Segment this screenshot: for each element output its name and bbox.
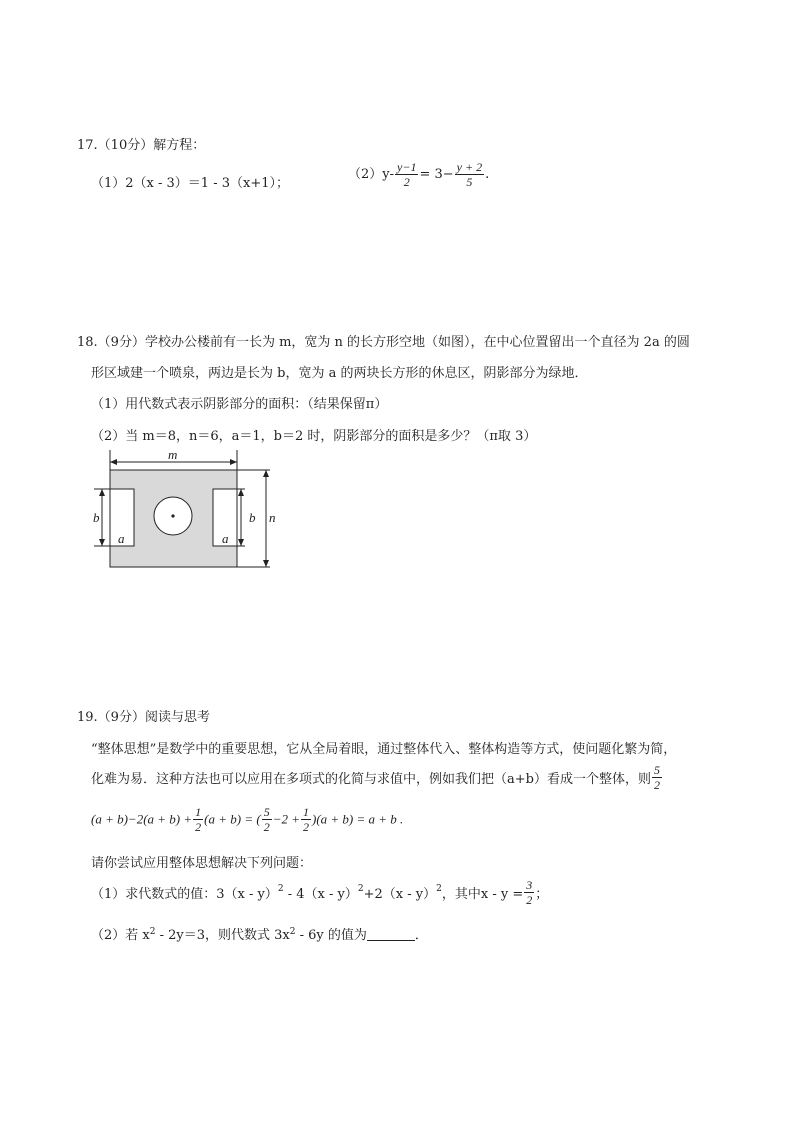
label-n: n xyxy=(269,510,276,525)
q18-part2: （2）当 m＝8，n＝6，a＝1，b＝2 时，阴影部分的面积是多少？（π取 3） xyxy=(91,429,537,444)
arrow-head xyxy=(230,459,237,465)
fraction xyxy=(652,763,662,792)
fraction xyxy=(395,160,418,189)
fraction xyxy=(524,878,534,907)
part1-segment: ，其中x - y = xyxy=(441,887,524,902)
arrow-head xyxy=(263,470,269,477)
fraction-denominator: 2 xyxy=(526,893,533,907)
q17-part2-prefix: （2）y- xyxy=(348,167,395,182)
q19-part2 xyxy=(91,924,428,943)
label-b-left: b xyxy=(93,510,100,525)
arrow-head xyxy=(110,459,117,465)
fraction-numerator: 3 xyxy=(526,878,533,892)
q17-part2-middle: = 3− xyxy=(419,167,454,182)
q19-part1 xyxy=(91,878,548,907)
equation-segment: )(a + b) = a + b . xyxy=(312,811,404,827)
q17-part2-end: . xyxy=(485,167,490,182)
exponent: 2 xyxy=(289,927,296,937)
exponent: 2 xyxy=(436,884,442,894)
q19-line2 xyxy=(91,763,663,792)
equation-segment: (a + b) = ( xyxy=(204,811,261,827)
fraction-denominator: 2 xyxy=(303,820,309,834)
label-m: m xyxy=(168,447,178,462)
equation-segment: (a + b)−2(a + b) + xyxy=(91,811,193,827)
exponent: 2 xyxy=(357,884,364,894)
arrow-head xyxy=(99,539,105,546)
fraction-numerator: 1 xyxy=(195,805,202,819)
answer-blank[interactable] xyxy=(367,928,415,941)
q18-part1: （1）用代数式表示阴影部分的面积：（结果保留π） xyxy=(91,397,388,412)
arrow-head xyxy=(263,560,269,567)
circle-center-dot xyxy=(171,514,174,517)
q18-figure xyxy=(88,446,288,576)
fraction-denominator: 2 xyxy=(403,175,410,189)
label-a-right: a xyxy=(222,531,229,546)
fraction xyxy=(193,805,203,834)
fraction xyxy=(301,805,311,834)
arrow-head xyxy=(99,489,105,496)
q19-example-equation xyxy=(91,805,403,834)
label-a-left: a xyxy=(118,531,125,546)
equation-segment: −2 + xyxy=(272,811,300,827)
q19-line2-text: 化难为易．这种方法也可以应用在多项式的化简与求值中，例如我们把（a+b）看成一个整体，则 xyxy=(91,772,651,787)
part1-segment: +2（x - y） xyxy=(363,887,437,902)
fraction-denominator: 5 xyxy=(466,175,473,189)
fraction-numerator: y−1 xyxy=(397,160,417,174)
fraction-numerator: y + 2 xyxy=(456,160,483,174)
q19-heading: 19.（9分）阅读与思考 xyxy=(77,710,210,725)
label-b-right: b xyxy=(249,510,256,525)
exponent: 2 xyxy=(149,927,156,937)
fraction-denominator: 2 xyxy=(653,778,660,792)
fraction-numerator: 5 xyxy=(263,805,270,819)
q19-line1: “整体思想”是数学中的重要思想，它从全局着眼，通过整体代入、整体构造等方式，使问题化繁为简， xyxy=(91,742,677,757)
q17-part2 xyxy=(348,160,489,189)
arrow-head xyxy=(238,489,244,496)
arrow-head xyxy=(238,539,244,546)
part2-segment: - 6y 的值为 xyxy=(295,928,367,943)
q18-line2: 形区域建一个喷泉，两边是长为 b，宽为 a 的两块长方形的休息区，阴影部分为绿地． xyxy=(91,366,588,381)
part1-segment: （1）求代数式的值：3（x - y） xyxy=(91,887,278,902)
fraction xyxy=(262,805,272,834)
fraction-denominator: 2 xyxy=(263,820,270,834)
fraction-denominator: 2 xyxy=(195,820,202,834)
q18-line1: 18.（9分）学校办公楼前有一长为 m，宽为 n 的长方形空地（如图），在中心位置留出一个直径为 2a 的圆 xyxy=(77,335,690,350)
fraction-numerator: 5 xyxy=(653,763,660,777)
part1-segment: ； xyxy=(535,887,549,902)
q17-part1: （1）2（x - 3）＝1 - 3（x+1）； xyxy=(91,176,289,191)
part2-segment: ． xyxy=(414,928,428,943)
q17-heading: 17.（10分）解方程： xyxy=(77,138,206,153)
exponent: 2 xyxy=(277,884,284,894)
part2-segment: - 2y＝3，则代数式 3x xyxy=(155,928,290,943)
fraction-numerator: 1 xyxy=(303,805,309,819)
q19-try-line: 请你尝试应用整体思想解决下列问题： xyxy=(91,856,313,871)
fraction xyxy=(455,160,484,189)
part2-segment: （2）若 x xyxy=(91,928,150,943)
part1-segment: - 4（x - y） xyxy=(283,887,358,902)
